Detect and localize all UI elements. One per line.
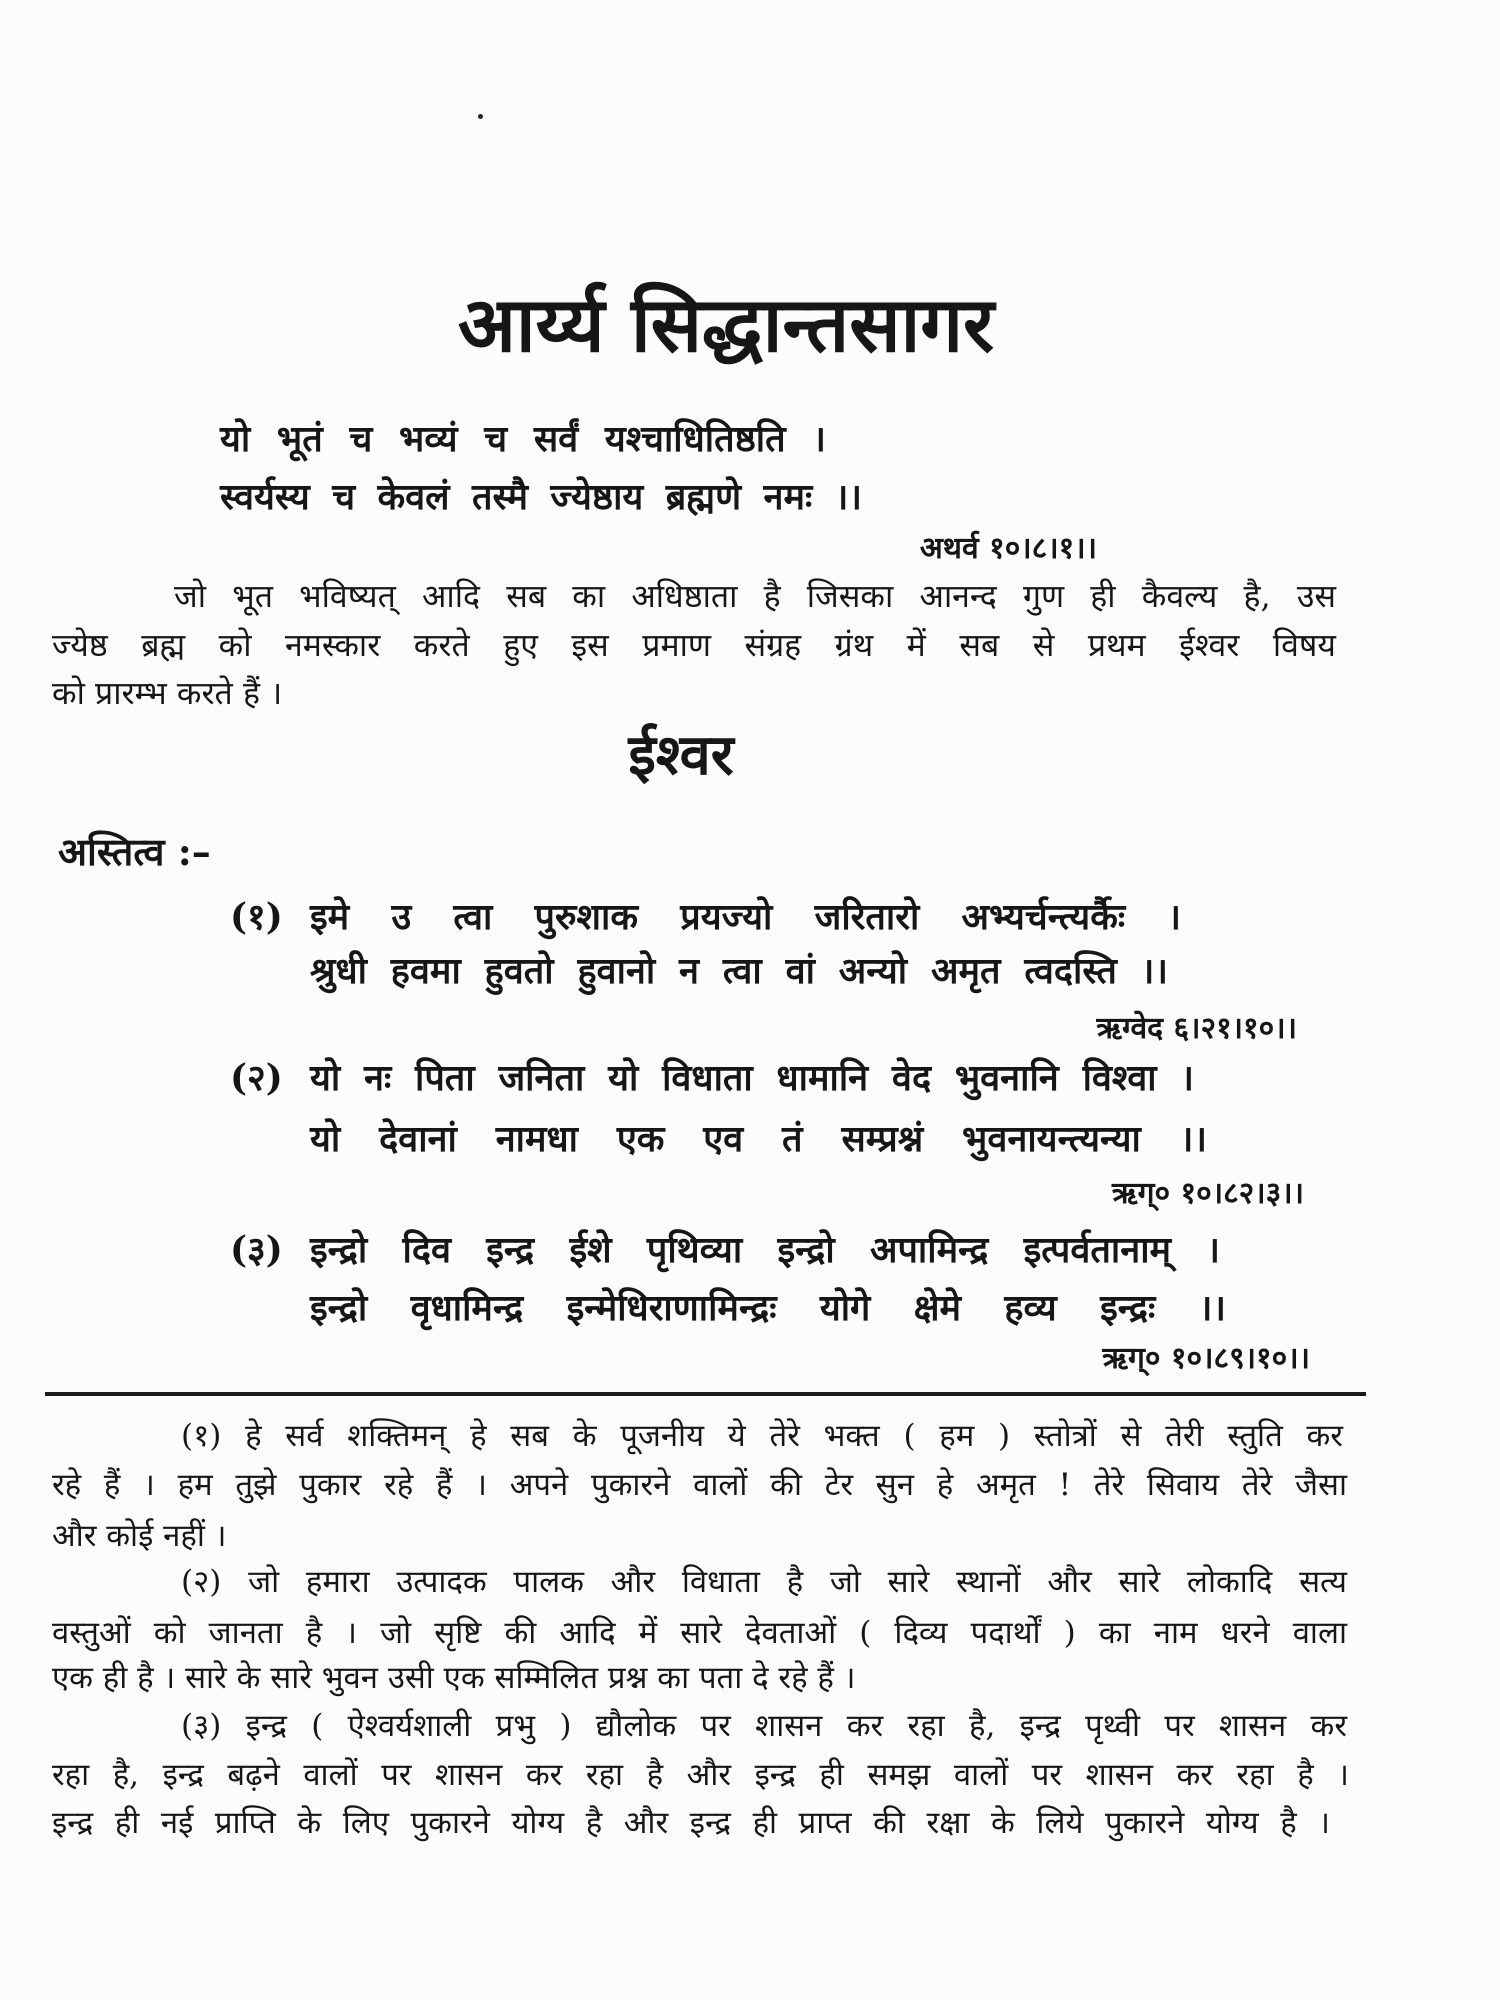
footnote-line (181, 1415, 1343, 1457)
mantra-line: यो देवानां नामधा एक एव तं सम्प्रश्नं भुवनायन्त्यन्या ।। (310, 1118, 1207, 1160)
footnote-line: रहा है, इन्द्र बढ़ने वालों पर शासन कर रहा है और इन्द्र ही समझ वालों पर शासन कर रहा है । (52, 1757, 1349, 1793)
subheading: अस्तित्व :– (58, 829, 211, 874)
footnote-number: (२) (181, 1564, 222, 1600)
mantra-number: (२) (230, 1057, 283, 1099)
invocation-line: यो भूतं च भव्यं च सर्वं यश्चाधितिष्ठति । (220, 418, 826, 460)
page-title: आर्य्य सिद्धान्तसागर (457, 280, 995, 369)
intro-paragraph-line: को प्रारम्भ करते हैं । (52, 674, 283, 712)
invocation-line: स्वर्यस्य च केवलं तस्मै ज्येष्ठाय ब्रह्मणे नमः ।। (220, 476, 862, 518)
mantra-number: (१) (230, 896, 283, 938)
footnote-line: इन्द्र ही नई प्राप्ति के लिए पुकारने योग्य है और इन्द्र ही प्राप्त की रक्षा के लिये पुकारने योग्य है । (52, 1805, 1330, 1841)
mantra-line: श्रुधी हवमा हुवतो हुवानो न त्वा वां अन्यो अमृत त्वदस्ति ।। (310, 950, 1168, 992)
footnote-text: हे सर्व शक्तिमन् हे सब के पूजनीय ये तेरे भक्त ( हम ) स्तोत्रों से तेरी स्तुति कर (245, 1418, 1343, 1454)
scan-speck (478, 114, 483, 119)
mantra-line: इन्द्रो वृधामिन्द्र इन्मेधिराणामिन्द्रः योगे क्षेमे हव्य इन्द्रः ।। (310, 1287, 1226, 1329)
footnote-text: इन्द्र ( ऐश्वर्यशाली प्रभु ) द्यौलोक पर शासन कर रहा है, इन्द्र पृथ्वी पर शासन कर (245, 1708, 1348, 1744)
mantra-line: यो नः पिता जनिता यो विधाता धामानि वेद भुवनानि विश्वा । (310, 1057, 1194, 1099)
footnote-divider (45, 1392, 1366, 1396)
mantra-line: इमे उ त्वा पुरुशाक प्रयज्यो जरितारो अभ्यर्चन्त्यर्कैः । (310, 896, 1181, 938)
footnote-text: जो हमारा उत्पादक पालक और विधाता है जो सारे स्थानों और सारे लोकादि सत्य (248, 1564, 1347, 1600)
intro-paragraph-line: जो भूत भविष्यत् आदि सब का अधिष्ठाता है जिसका आनन्द गुण ही कैवल्य है, उस (174, 577, 1336, 615)
footnote-line (181, 1561, 1347, 1603)
footnote-line: वस्तुओं को जानता है । जो सृष्टि की आदि में सारे देवताओं ( दिव्य पदार्थों ) का नाम धरने वाला (52, 1615, 1347, 1651)
mantra-reference: ऋग्० १०।८२।३।। (1111, 1176, 1304, 1211)
mantra-number: (३) (230, 1229, 283, 1271)
footnote-line: रहे हैं । हम तुझे पुकार रहे हैं । अपने पुकारने वालों की टेर सुन हे अमृत ! तेरे सिवाय तेरे जैसा (52, 1467, 1347, 1503)
footnote-line: और कोई नहीं । (52, 1518, 227, 1554)
footnote-line: एक ही है । सारे के सारे भुवन उसी एक सम्मिलित प्रश्न का पता दे रहे हैं । (52, 1660, 856, 1696)
section-heading: ईश्वर (628, 722, 734, 788)
invocation-reference: अथर्व १०।८।१।। (919, 531, 1097, 566)
mantra-reference: ऋग्वेद ६।२१।१०।। (1096, 1011, 1297, 1046)
footnote-number: (३) (181, 1708, 222, 1744)
footnote-number: (१) (181, 1418, 222, 1454)
mantra-reference: ऋग्० १०।८९।१०।। (1102, 1341, 1310, 1376)
mantra-line: इन्द्रो दिव इन्द्र ईशे पृथिव्या इन्द्रो अपामिन्द्र इत्पर्वतानाम् । (310, 1229, 1220, 1271)
intro-paragraph-line: ज्येष्ठ ब्रह्म को नमस्कार करते हुए इस प्रमाण संग्रह ग्रंथ में सब से प्रथम ईश्वर विषय (52, 626, 1336, 664)
footnote-line (181, 1705, 1347, 1747)
